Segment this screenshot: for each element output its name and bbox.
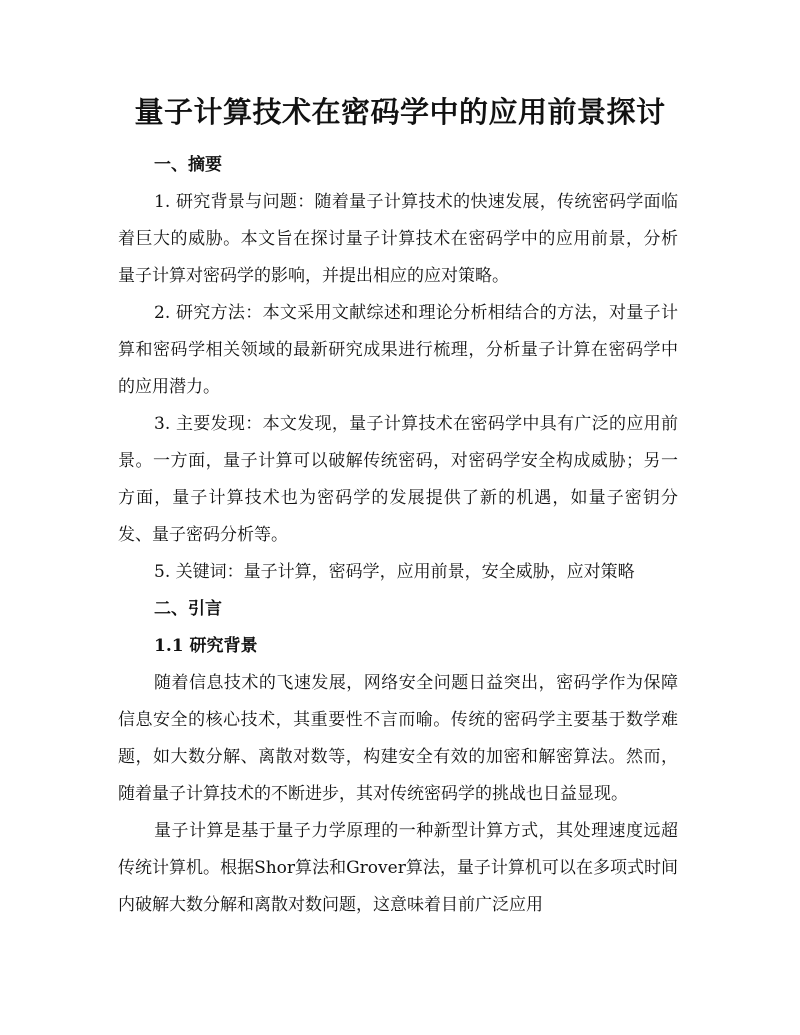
subsection-heading-background: 1.1 研究背景 [154, 636, 258, 656]
abstract-findings: 3. 主要发现：本文发现，量子计算技术在密码学中具有广泛的应用前景。一方面，量子计算可以破解传统密码，对密码学安全构成威胁；另一方面，量子计算技术也为密码学的发展提供了新的机遇，如量子密钥分发、量子密码分析等。 [118, 414, 678, 545]
abstract-keywords: 5. 关键词：量子计算，密码学，应用前景，安全威胁，应对策略 [154, 562, 635, 582]
intro-paragraph: 量子计算是基于量子力学原理的一种新型计算方式，其处理速度远超传统计算机。根据Shor算法和Grover算法，量子计算机可以在多项式时间内破解大数分解和离散对数问题，这意味着目前广泛应用 [118, 821, 678, 915]
abstract-background: 1. 研究背景与问题：随着量子计算技术的快速发展，传统密码学面临着巨大的威胁。本文旨在探讨量子计算技术在密码学中的应用前景，分析量子计算对密码学的影响，并提出相应的应对策略。 [118, 192, 678, 286]
section-heading-abstract: 一、摘要 [154, 155, 222, 175]
document-body [118, 147, 678, 924]
section-heading-introduction: 二、引言 [154, 599, 222, 619]
intro-paragraph: 随着信息技术的飞速发展，网络安全问题日益突出，密码学作为保障信息安全的核心技术，其重要性不言而喻。传统的密码学主要基于数学难题，如大数分解、离散对数等，构建安全有效的加密和解密算法。然而，随着量子计算技术的不断进步，其对传统密码学的挑战也日益显现。 [118, 673, 678, 804]
document-title: 量子计算技术在密码学中的应用前景探讨 [134, 95, 666, 129]
abstract-method: 2. 研究方法：本文采用文献综述和理论分析相结合的方法，对量子计算和密码学相关领域的最新研究成果进行梳理，分析量子计算在密码学中的应用潜力。 [118, 303, 678, 397]
